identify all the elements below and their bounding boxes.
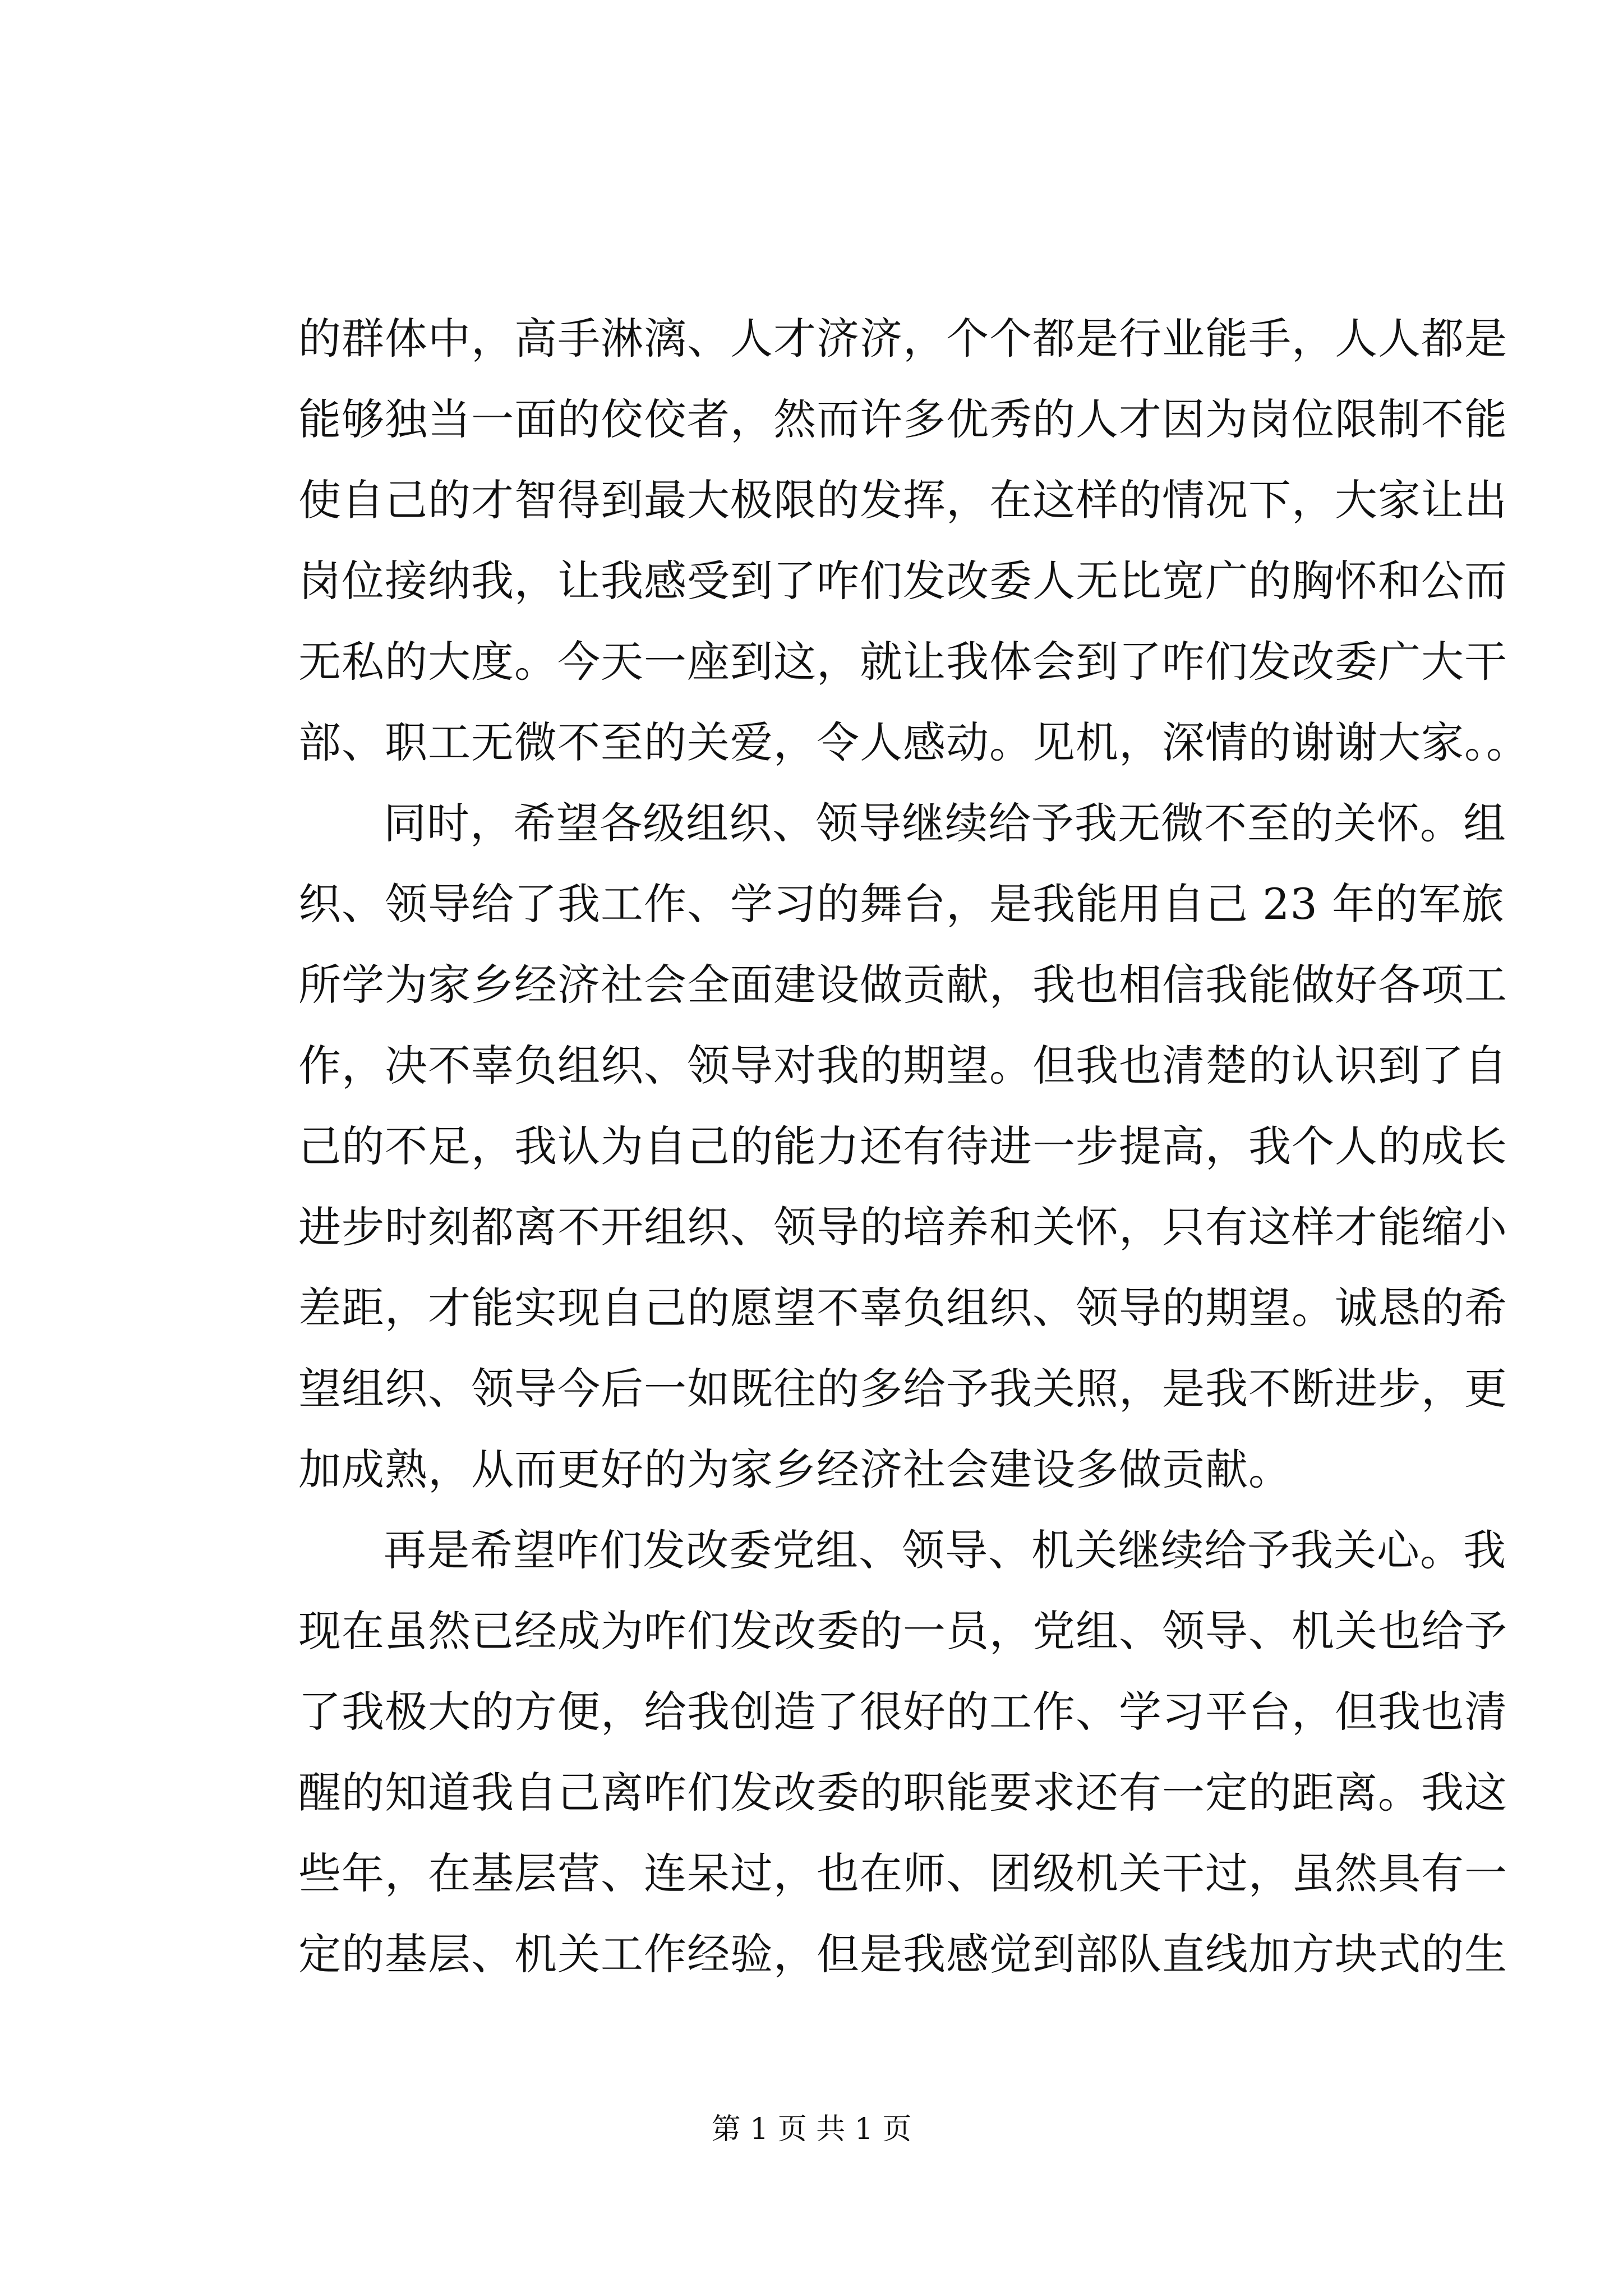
text-line-12: 进步时刻都离不开组织、领导的培养和关怀，只有这样才能缩小 — [298, 1202, 1507, 1252]
text-line-21: 定的基层、机关工作经验，但是我感觉到部队直线加方块式的生 — [298, 1929, 1507, 1979]
text-line-10: 作，决不辜负组织、领导对我的期望。但我也清楚的认识到了自 — [298, 1041, 1507, 1091]
text-line-14: 望组织、领导今后一如既往的多给予我关照，是我不断进步，更 — [298, 1364, 1507, 1414]
text-line-4: 岗位接纳我，让我感受到了咋们发改委人无比宽广的胸怀和公而 — [298, 556, 1507, 606]
page-footer — [0, 2109, 1623, 2150]
text-line-9: 所学为家乡经济社会全面建设做贡献，我也相信我能做好各项工 — [298, 960, 1507, 1010]
text-line-17: 现在虽然已经成为咋们发改委的一员，党组、领导、机关也给予 — [298, 1606, 1507, 1656]
text-line-13: 差距，才能实现自己的愿望不辜负组织、领导的期望。诚恳的希 — [298, 1283, 1507, 1333]
text-line-16: 再是希望咋们发改委党组、领导、机关继续给予我关心。我 — [384, 1525, 1506, 1575]
text-line-15: 加成熟，从而更好的为家乡经济社会建设多做贡献。 — [298, 1444, 1292, 1494]
text-line-8: 织、领导给了我工作、学习的舞台，是我能用自己 23 年的军旅 — [298, 879, 1505, 929]
text-line-3: 使自己的才智得到最大极限的发挥，在这样的情况下，大家让出 — [298, 475, 1507, 525]
text-line-2: 能够独当一面的佼佼者，然而许多优秀的人才因为岗位限制不能 — [298, 394, 1507, 444]
text-line-6: 部、职工无微不至的关爱，令人感动。见机，深情的谢谢大家。。 — [298, 717, 1529, 767]
text-line-18: 了我极大的方便，给我创造了很好的工作、学习平台，但我也清 — [298, 1687, 1507, 1737]
text-line-20: 些年，在基层营、连呆过，也在师、团级机关干过，虽然具有一 — [298, 1848, 1507, 1898]
text-line-7: 同时，希望各级组织、领导继续给予我无微不至的关怀。组 — [384, 798, 1506, 848]
text-line-1: 的群体中，高手淋漓、人才济济，个个都是行业能手，人人都是 — [298, 314, 1507, 364]
text-line-11: 己的不足，我认为自己的能力还有待进一步提高，我个人的成长 — [298, 1121, 1507, 1171]
text-line-5: 无私的大度。今天一座到这，就让我体会到了咋们发改委广大干 — [298, 637, 1507, 687]
page-number-label: 第 1 页 共 1 页 — [711, 2113, 912, 2146]
text-line-19: 醒的知道我自己离咋们发改委的职能要求还有一定的距离。我这 — [298, 1768, 1507, 1818]
body-text — [298, 298, 1529, 1995]
